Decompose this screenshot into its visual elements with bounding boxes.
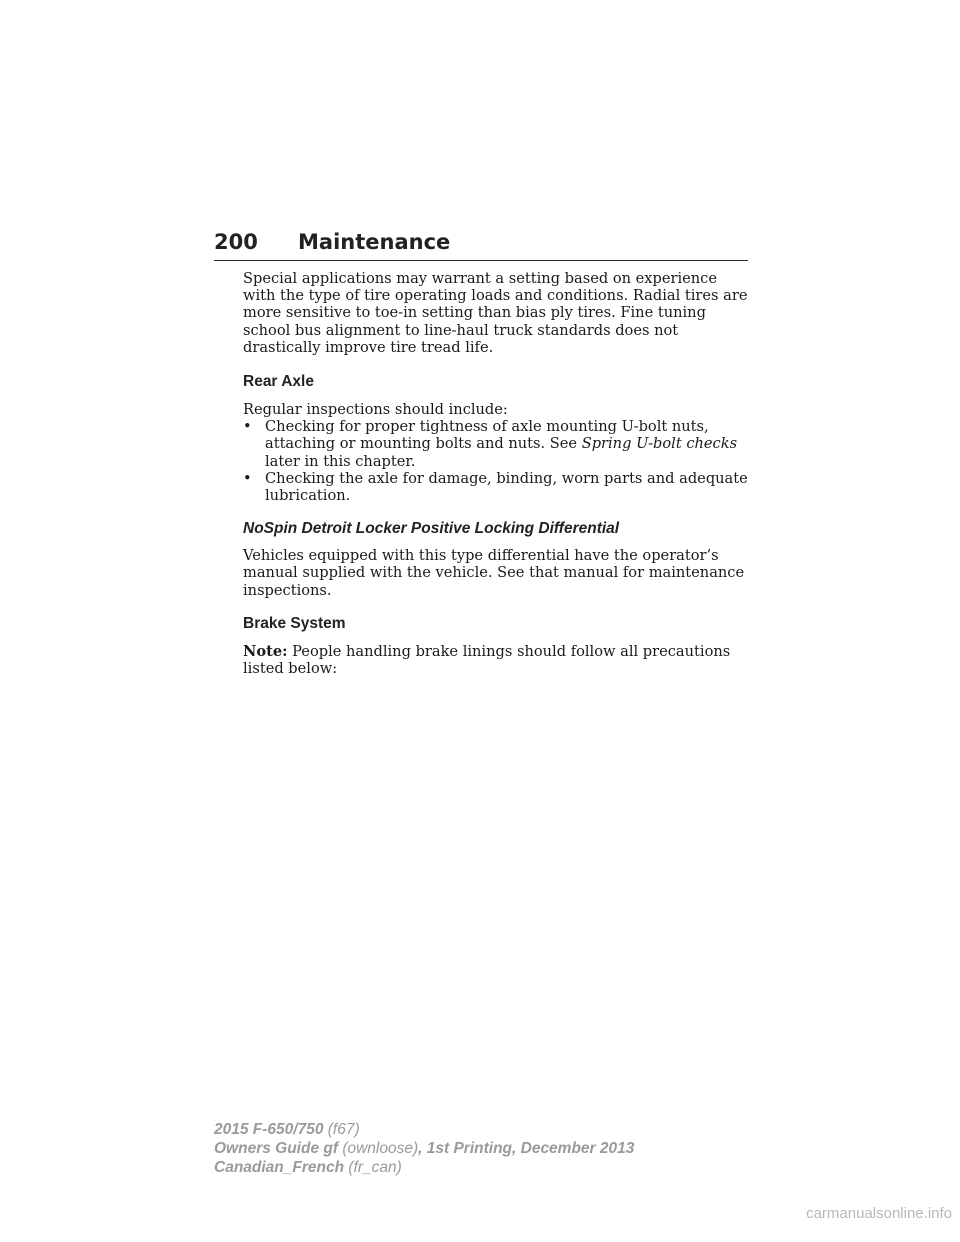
nospin-paragraph: Vehicles equipped with this type differential have the operator’s manual supplied with the vehicle. See that manual for maintenance inspections.	[243, 547, 745, 599]
footer-language: Canadian_French	[214, 1159, 345, 1176]
footer-line-3	[214, 1158, 634, 1177]
item-text-tail: later in this chapter.	[265, 452, 416, 470]
note-paragraph	[243, 643, 748, 677]
list-item	[243, 470, 748, 504]
item-text: Checking the axle for damage, binding, worn parts and adequate lubrication.	[265, 469, 748, 505]
cross-reference-link[interactable]: Spring U-bolt checks	[581, 435, 738, 453]
footer-printing: , 1st Printing, December 2013	[418, 1140, 635, 1157]
footer-model: 2015 F-650/750	[214, 1121, 324, 1138]
footer-guide: Owners Guide gf	[214, 1140, 339, 1157]
footer-binding: (ownloose)	[338, 1140, 419, 1157]
note-text: People handling brake linings should follow all precautions listed below:	[243, 642, 731, 678]
brake-system-heading: Brake System	[243, 614, 346, 632]
list-item	[243, 418, 748, 470]
document-footer	[214, 1120, 634, 1177]
rear-axle-list	[243, 418, 748, 504]
section-title: Maintenance	[298, 230, 451, 254]
bullet-icon: •	[243, 418, 252, 436]
item-text: Checking for proper tightness of axle mounting U-bolt nuts, attaching or mounting bolts and nuts. See	[265, 418, 709, 453]
page-header	[214, 230, 748, 261]
watermark: carmanualsonline.info	[806, 1205, 952, 1222]
intro-paragraph: Special applications may warrant a setting based on experience with the type of tire operating loads and conditions. Radial tires are more sensitive to toe-in setting than bias ply tires. Fine tuning school bus alignment to line-haul truck standards does not drastically improve tire tread life.	[243, 270, 748, 356]
note-label: Note:	[243, 642, 288, 660]
bullet-icon: •	[243, 469, 252, 487]
footer-code: (f67)	[323, 1121, 360, 1138]
page-number: 200	[214, 230, 258, 254]
footer-line-1	[214, 1120, 634, 1139]
rear-axle-heading: Rear Axle	[243, 373, 314, 391]
footer-line-2	[214, 1139, 634, 1158]
rear-axle-lead: Regular inspections should include:	[243, 401, 508, 419]
footer-locale: (fr_can)	[344, 1159, 402, 1176]
page-content	[243, 270, 748, 677]
nospin-heading: NoSpin Detroit Locker Positive Locking Differential	[243, 520, 620, 538]
